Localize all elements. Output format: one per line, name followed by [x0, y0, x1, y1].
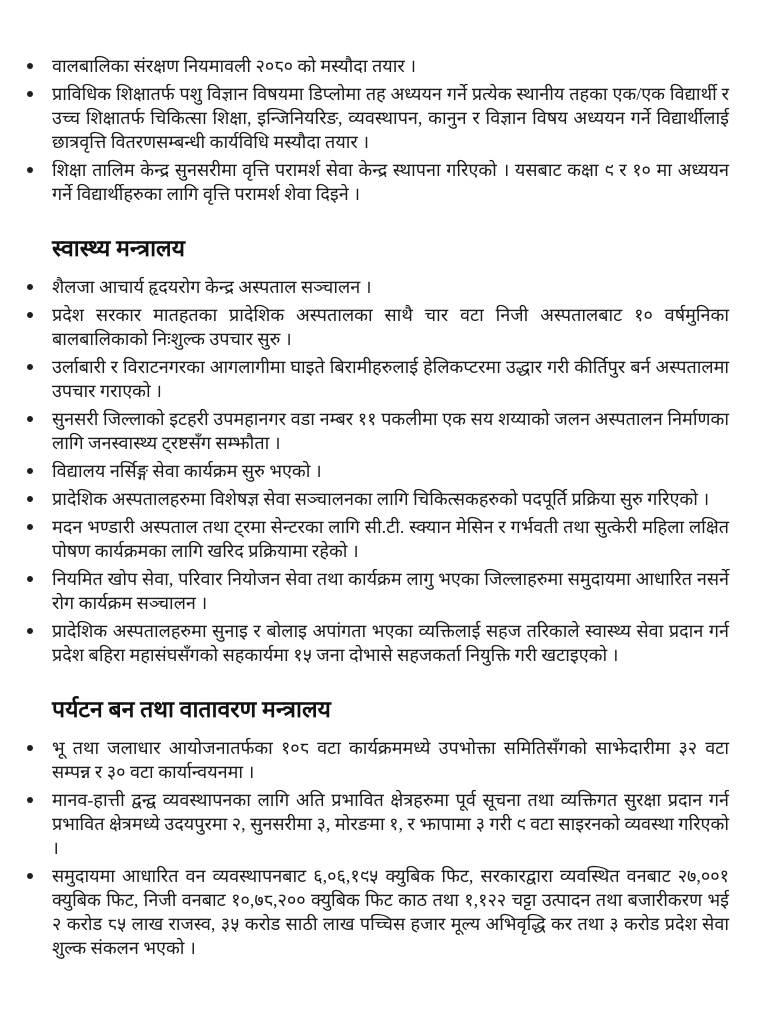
section-heading-health: स्वास्थ्य मन्त्रालय	[52, 236, 185, 261]
bullet-icon	[27, 91, 33, 97]
bullet-icon	[27, 416, 33, 422]
bullet-icon	[27, 524, 33, 530]
list-item	[52, 303, 729, 351]
list-item	[52, 619, 729, 667]
bullet-text: प्राविधिक शिक्षातर्फ पशु विज्ञान विषयमा डिप्लोमा तह अध्ययन गर्ने प्रत्येक स्थानीय तहका एक/एक विद्यार्थी र उच्च शिक्षातर्फ चिकित्सा शिक्षा, इन्जिनियरिङ, व्यवस्थापन, कानुन र विज्ञान विषय अध्ययन गर्ने विद्यार्थीलाई छात्रवृत्ति वितरणसम्बन्धी कार्यविधि मस्यौदा तयार ।	[52, 84, 729, 152]
list-item	[52, 567, 729, 615]
bullet-icon	[27, 284, 33, 290]
bullet-text: मदन भण्डारी अस्पताल तथा ट्रमा सेन्टरका लागि सी.टी. स्क्यान मेसिन र गर्भवती तथा सुत्केरी महिला लक्षित पोषण कार्यक्रमका लागि खरिद प्रक्रियामा रहेको ।	[52, 517, 729, 561]
list-item	[52, 158, 729, 206]
bullet-icon	[27, 628, 33, 634]
list-item	[52, 407, 729, 455]
bullet-text: समुदायमा आधारित वन व्यवस्थापनबाट ६,०६,१९५ क्युबिक फिट, सरकारद्वारा व्यवस्थित वनबाट २७,००१ क्युबिक फिट, निजी वनबाट १०,७८,२०० क्युबिक फिट काठ तथा १,१२२ चट्टा उत्पादन तथा बजारीकरण भई २ करोड ८५ लाख राजस्व, ३५ करोड साठी लाख पच्चिस हजार मूल्य अभिवृद्धि कर तथा ३ करोड प्रदेश सेवा शुल्क संकलन भएको ।	[52, 866, 729, 958]
list-item	[52, 355, 729, 403]
bullet-icon	[27, 873, 33, 879]
bullet-text: उर्लाबारी र विराटनगरका आगलागीमा घाइते बिरामीहरुलाई हेलिकप्टरमा उद्धार गरी कीर्तिपुर बर्न अस्पतालमा उपचार गराएको ।	[52, 357, 729, 401]
list-item	[52, 864, 729, 960]
bullet-icon	[27, 167, 33, 173]
bullet-text: शैलजा आचार्य हृदयरोग केन्द्र अस्पताल सञ्चालन ।	[52, 277, 372, 297]
bullet-text: नियमित खोप सेवा, परिवार नियोजन सेवा तथा कार्यक्रम लागु भएका जिल्लाहरुमा समुदायमा आधारित नसर्ने रोग कार्यक्रम सञ्चालन ।	[52, 569, 729, 613]
bullet-text: प्रादेशिक अस्पतालहरुमा सुनाइ र बोलाइ अपांगता भएका व्यक्तिलाई सहज तरिकाले स्वास्थ्य सेवा प्रदान गर्न प्रदेश बहिरा महासंघसँगको सहकार्यमा १५ जना दोभासे सहजकर्ता नियुक्ति गरी खटाइएको ।	[52, 621, 729, 665]
bullet-text: प्रदेश सरकार मातहतका प्रादेशिक अस्पतालका साथै चार वटा निजी अस्पतालबाट १० वर्षमुनिका बालबालिकाको निःशुल्क उपचार सुरु ।	[52, 305, 729, 349]
bullet-text: शिक्षा तालिम केन्द्र सुनसरीमा वृत्ति परामर्श सेवा केन्द्र स्थापना गरिएको । यसबाट कक्षा ९ र १० मा अध्ययन गर्ने विद्यार्थीहरुका लागि वृत्ति परामर्श शेवा दिइने ।	[52, 160, 729, 204]
bullet-icon	[27, 364, 33, 370]
bullet-icon	[27, 496, 33, 502]
list-item	[52, 275, 729, 299]
bullet-text: भू तथा जलाधार आयोजनातर्फका १०८ वटा कार्यक्रममध्ये उपभोक्ता समितिसँगको साझेदारीमा ३२ वटा सम्पन्न र ३० वटा कार्यान्वयनमा ।	[52, 738, 729, 782]
bullet-text: मानव-हात्ती द्वन्द्व व्यवस्थापनका लागि अति प्रभावित क्षेत्रहरुमा पूर्व सूचना तथा व्यक्तिगत सुरक्षा प्रदान गर्न प्रभावित क्षेत्रमध्ये उदयपुरमा २, सुनसरीमा ३, मोरङमा १, र झापामा ३ गरी ९ वटा साइरनको व्यवस्था गरिएको ।	[52, 790, 729, 858]
section-health-ministry	[52, 234, 729, 667]
list-item	[52, 459, 729, 483]
bullet-text: वालबालिका संरक्षण नियमावली २०८० को मस्यौदा तयार ।	[52, 56, 417, 76]
bullet-icon	[27, 468, 33, 474]
list-item	[52, 487, 729, 511]
list-item	[52, 54, 729, 78]
section-education-items	[52, 54, 729, 206]
bullet-icon	[27, 63, 33, 69]
bullet-icon	[27, 797, 33, 803]
bullet-icon	[27, 745, 33, 751]
list-item	[52, 515, 729, 563]
bullet-icon	[27, 576, 33, 582]
list-item	[52, 736, 729, 784]
bullet-text: विद्यालय नर्सिङ्ग सेवा कार्यक्रम सुरु भएको ।	[52, 461, 322, 481]
list-item	[52, 82, 729, 154]
section-tourism-forest-environment-ministry	[52, 695, 729, 960]
bullet-text: सुनसरी जिल्लाको इटहरी उपमहानगर वडा नम्बर ११ पकलीमा एक सय शय्याको जलन अस्पतालन निर्माणका लागि जनस्वास्थ्य ट्रष्टसँग सम्झौता ।	[52, 409, 729, 453]
bullet-text: प्रादेशिक अस्पतालहरुमा विशेषज्ञ सेवा सञ्चालनका लागि चिकित्सकहरुको पदपूर्ति प्रक्रिया सुरु गरिएको ।	[52, 489, 710, 509]
bullet-icon	[27, 312, 33, 318]
list-item	[52, 788, 729, 860]
section-heading-tourism: पर्यटन बन तथा वातावरण मन्त्रालय	[52, 697, 331, 722]
